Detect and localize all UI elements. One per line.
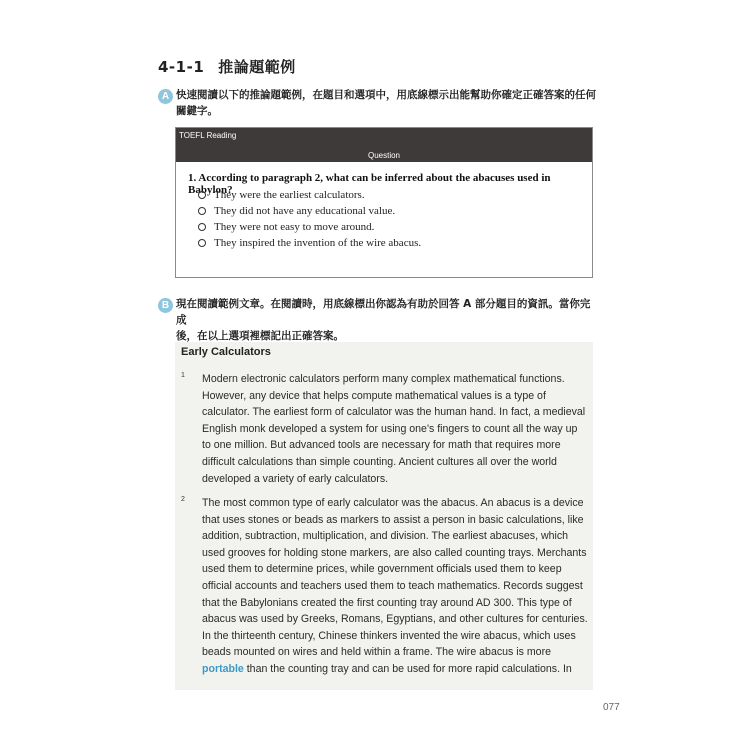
reading-passage — [175, 342, 593, 690]
part-b-line-1: 現在閱讀範例文章。在閱讀時，用底線標出你認為有助於回答 A 部分題目的資訊。當你完成 — [176, 298, 591, 326]
answer-options — [198, 187, 421, 251]
paragraph-1 — [202, 371, 589, 487]
radio-circle-icon[interactable] — [198, 223, 206, 231]
passage-line: abacus was used by Greeks, Romans, Egyptians, and other cultures for centuries. — [202, 613, 588, 626]
passage-line: Modern electronic calculators perform many complex mathematical functions. — [202, 373, 565, 385]
highlighted-word: portable — [202, 662, 244, 675]
passage-line: addition, subtraction, multiplication, and division. The earliest abacuses, which — [202, 530, 569, 543]
part-a-instructions — [176, 87, 596, 119]
question-text: 1. According to paragraph 2, what can be inferred about the abacuses used in Babylon? — [188, 172, 551, 196]
part-b-line-2: 後，在以上選項裡標記出正確答案。 — [176, 330, 344, 342]
answer-option-label: They were the earliest calculators. — [214, 189, 365, 201]
part-b-badge: B — [158, 298, 173, 313]
section-heading — [158, 56, 296, 77]
paragraph-2 — [202, 495, 589, 678]
passage-title: Early Calculators — [181, 346, 271, 358]
section-number: 4-1-1 — [158, 58, 205, 76]
answer-option-2[interactable] — [198, 203, 421, 219]
passage-line: difficult calculations than simple counting. Ancient cultures all over the world — [202, 455, 557, 468]
part-a-line-2: 關鍵字。 — [176, 105, 218, 117]
passage-line: that uses stones or beads as markers to assist a person in basic calculations, like — [202, 513, 584, 526]
answer-option-3[interactable] — [198, 219, 421, 235]
paragraph-number: 2 — [181, 496, 185, 503]
passage-line: official accounts and teachers used them to teach mathematics. Records suggest — [202, 579, 583, 592]
passage-line — [202, 661, 589, 678]
radio-circle-icon[interactable] — [198, 207, 206, 215]
passage-line: beads mounted on wires and held within a frame. The wire abacus is more — [202, 646, 551, 659]
passage-line-rest: than the counting tray and can be used for more rapid calculations. In — [243, 662, 572, 675]
passage-line: In the thirteenth century, Chinese thinkers invented the wire abacus, which uses — [202, 629, 576, 642]
passage-line: that the Babylonians created the first counting tray around AD 300. This type of — [202, 596, 572, 609]
toefl-header-bar — [176, 128, 592, 162]
answer-option-label: They inspired the invention of the wire abacus. — [214, 237, 422, 249]
answer-option-label: They were not easy to move around. — [214, 221, 375, 233]
answer-option-1[interactable] — [198, 187, 421, 203]
passage-line: English monk developed a system for using one's fingers to count all the way up — [202, 422, 578, 435]
paragraph-number: 1 — [181, 372, 185, 379]
page-number: 077 — [603, 702, 620, 713]
passage-line: used them to determine prices, while government officials used them to keep — [202, 563, 562, 576]
passage-line: calculator. The earliest form of calculator was the human hand. In fact, a medieval — [202, 406, 586, 419]
toefl-question-panel — [175, 127, 593, 278]
toefl-app-title: TOEFL Reading — [179, 131, 237, 140]
answer-option-label: They did not have any educational value. — [214, 205, 396, 217]
passage-line: developed a variety of early calculators. — [202, 472, 389, 485]
passage-line: However, any device that helps compute mathematical values is a type of — [202, 389, 546, 402]
part-b-instructions — [176, 296, 596, 344]
answer-option-4[interactable] — [198, 235, 421, 251]
toefl-question-label: Question — [367, 151, 401, 160]
passage-line: used grooves for holding stone markers, are also called counting trays. Merchants — [202, 546, 587, 559]
passage-line: The most common type of early calculator was the abacus. An abacus is a device — [202, 497, 584, 509]
section-title: 推論題範例 — [218, 58, 296, 76]
part-a-badge: A — [158, 89, 173, 104]
passage-line: to one million. But advanced tools are necessary for math that requires more — [202, 439, 561, 452]
part-a-line-1: 快速閱讀以下的推論題範例，在題目和選項中，用底線標示出能幫助你確定正確答案的任何 — [176, 89, 596, 101]
radio-circle-icon[interactable] — [198, 239, 206, 247]
radio-circle-icon[interactable] — [198, 191, 206, 199]
